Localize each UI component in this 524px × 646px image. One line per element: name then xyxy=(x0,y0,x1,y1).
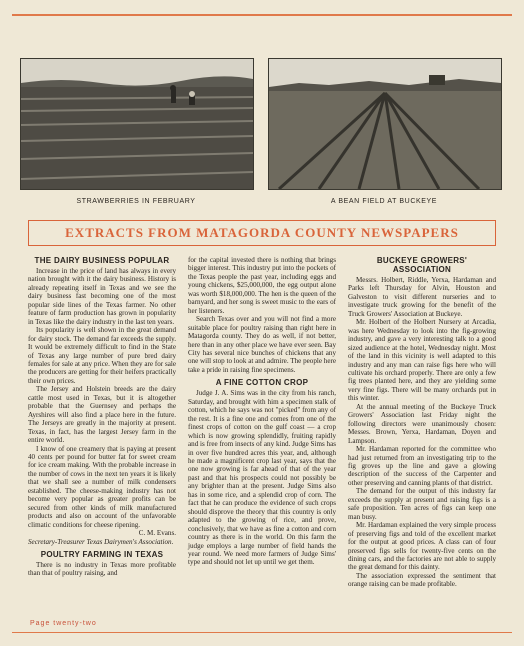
paragraph: Its popularity is well shown in the great demand for dairy stock. The demand far exceeds the supply. It would be extremely difficult to find in the State of Texas any large number of pure bred dairy females for sale at any price. When they are for sale the producers are getting for their heifers practically their own prices. xyxy=(28,326,176,385)
left-photo-caption: STRAWBERRIES IN FEBRUARY xyxy=(76,198,196,205)
paragraph: Judge J. A. Sims was in the city from his ranch, Saturday, and brought with him a specimen stalk of cotton, which he says was not "picked" from any of the rest. It is a fine one and comes from one of the finest crops of cotton on the gulf coast — a crop which is now growing splendidly, fruiting rapidly and is free from insects of any kind. Judge Sims has in over five hundred acres this year, and, although he made a magnificent crop last year, says that the one now growing is far ahead of that of the year past and that his prospects could not possibly be any brighter than at the present. Judge Sims also has in some rice, and a splendid crop of corn. The fact that he can produce the evidence of such crops should disprove the theory that this country is only adapted to the growing of rice, and prove, conclusively, that we have as fine a cotton and corn country as there is in the world. On this farm the judge employs a large number of field hands the year round. We need more farmers of Judge Sims' type and should not let up until we get them. xyxy=(188,389,336,567)
page-number: Page twenty-two xyxy=(30,620,97,627)
bean-field-photo xyxy=(268,58,502,190)
strawberries-photo xyxy=(20,58,254,190)
paragraph: There is no industry in Texas more profitable than that of poultry raising, and xyxy=(28,560,176,578)
paragraph: for the capital invested there is nothing that brings bigger interest. This industry put into the pockets of the Texas people the past year, including eggs and young chickens, $25,000,000, the egg output alone was worth $18,000,000. The hen is the queen of the barnyard, and her song is sweet music to the ears of her listeners. xyxy=(188,256,336,315)
paragraph: Mr. Hardaman reported for the committee who had just returned from an investigating trip to the fig groves up the line and gave a glowing description of the success of the Carpenter and other preserving and canning plants of that district. xyxy=(348,445,496,487)
signature: C. M. Evans. xyxy=(138,529,176,538)
buckeye-heading: BUCKEYE GROWERS' ASSOCIATION xyxy=(376,256,468,274)
bottom-rule xyxy=(12,632,512,633)
paragraph: Mr. Holbert of the Holbert Nursery at Arcadia, was here Wednesday to look into the fig-growing industry, and gave a very interesting talk to a good sized audience at the hotel, Wednesday night. Most of the land in this vicinity is well adapted to this industry and any man can raise figs here who will cultivate his orchard properly. There are only a few fig trees planted here, and they are yielding some very fine figs. There will be many orchards put in this winter. xyxy=(348,318,496,403)
paragraph: The demand for the output of this industry far exceeds the supply at present and raising figs is a safe proposition. Ten acres of figs can keep one man busy. xyxy=(348,487,496,521)
right-photo-caption: A BEAN FIELD AT BUCKEYE xyxy=(330,198,438,205)
top-rule xyxy=(12,14,512,16)
paragraph: Mr. Hardaman explained the very simple process of preserving figs and told of the excellent market for the output at good prices. A class can of four preserved figs sells for twenty-five cents on the dining cars, and the factories are not able to supply the great demand for this dainty. xyxy=(348,521,496,572)
cotton-heading: A FINE COTTON CROP xyxy=(215,378,309,388)
column-2 xyxy=(188,256,336,567)
paragraph: The association expressed the sentiment that orange raising can be made profitable. xyxy=(348,571,496,589)
paragraph: Increase in the price of land has always in every nation brought with it the dairy business. History is already repeating itself in Texas and we see the dairy business fast becoming one of the most popular side lines of the Texas farmer. No other feature of farm production has grown in popularity in Texas like the dairy industry in the last ten years. xyxy=(28,267,176,326)
poultry-heading: POULTRY FARMING IN TEXAS xyxy=(40,549,164,559)
signature-title: Secretary-Treasurer Texas Dairymen's Association. xyxy=(28,537,174,546)
paragraph: The Jersey and Holstein breeds are the dairy cattle most used in Texas, but it is altogether probable that the Guernsey and perhaps the Ayrshires will also find a place here in the future. The Jerseys are greatly in the majority at present. Texas, in fact, has the largest Jersey farm in the entire world. xyxy=(28,385,176,445)
paragraph: I know of one creamery that is paying at present 40 cents per pound for butter fat for sweet cream for ice cream making. With the probable increase in the number of cows in the next ten years it is likely that we shall see a number of milk condensers established. The cheese-making industry has not become very popular as greater profits can be secured from other kinds of milk manufactured products and also on account of the unfavorable climatic conditions for cheese ripening. xyxy=(28,444,176,529)
section-banner: EXTRACTS FROM MATAGORDA COUNTY NEWSPAPERS xyxy=(28,220,496,246)
paragraph: Search Texas over and you will not find a more suitable place for poultry raising than right here in Matagorda county. They do as well, if not better, here than in any other place we have ever seen. Bay City has several nice bunches of chickens that any one will stop to look at and admire. The people here take a pride in raising fine specimens. xyxy=(188,315,336,374)
column-3 xyxy=(348,256,496,589)
dairy-heading: THE DAIRY BUSINESS POPULAR xyxy=(34,256,170,265)
paragraph: At the annual meeting of the Buckeye Truck Growers' Association last Friday night the following directors were unanimously chosen: Messes. Brown, Yerxa, Hardaman, Doyen and Lampson. xyxy=(348,402,496,445)
paragraph: Messrs. Holbert, Riddle, Yerxa, Hardaman and Parks left Thursday for Alvin, Houston and Galveston to visit different nurseries and to investigate truck growing for the benefit of the Truck Growers' Association at Buckeye. xyxy=(348,276,496,318)
column-1 xyxy=(28,256,176,578)
